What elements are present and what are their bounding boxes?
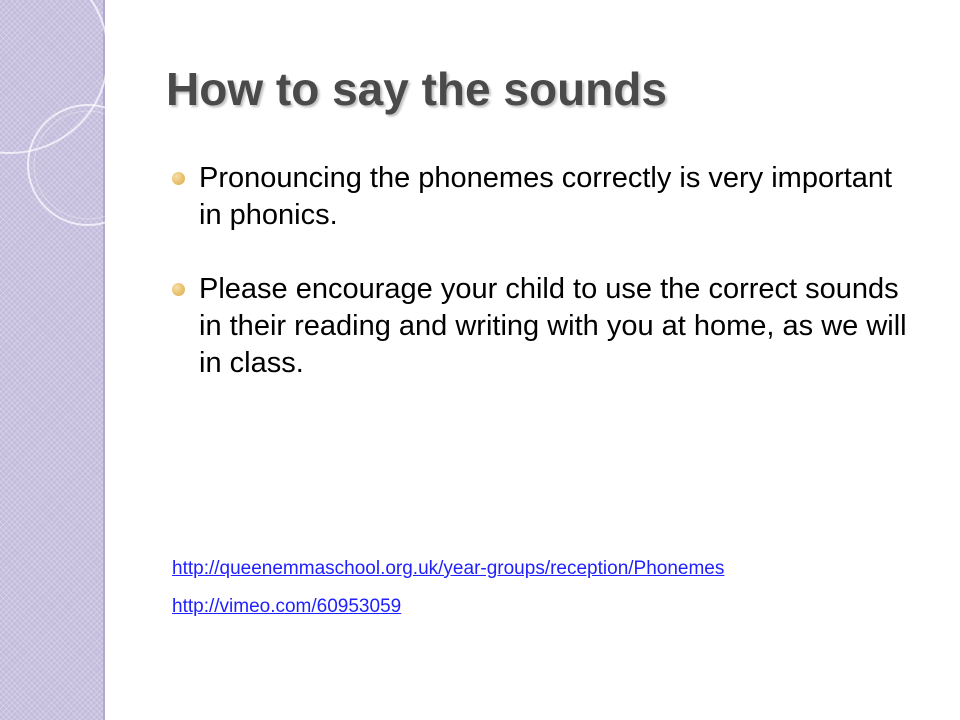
bullet-dot-icon [172, 283, 185, 296]
vimeo-link[interactable]: http://vimeo.com/60953059 [172, 596, 402, 617]
bullet-text: Pronouncing the phonemes correctly is very important in phonics. [199, 162, 893, 231]
bullet-item [172, 160, 912, 234]
phonemes-link[interactable]: http://queenemmaschool.org.uk/year-groups/reception/Phonemes [172, 558, 725, 579]
bullet-item [172, 271, 912, 382]
link-list [172, 550, 724, 626]
slide-title: How to say the sounds [166, 63, 667, 115]
decorative-side-band [0, 0, 105, 720]
bullet-list [172, 160, 912, 382]
bullet-dot-icon [172, 172, 185, 185]
bullet-text: Please encourage your child to use the correct sounds in their reading and writing with you at home, as we will in class. [199, 273, 907, 379]
